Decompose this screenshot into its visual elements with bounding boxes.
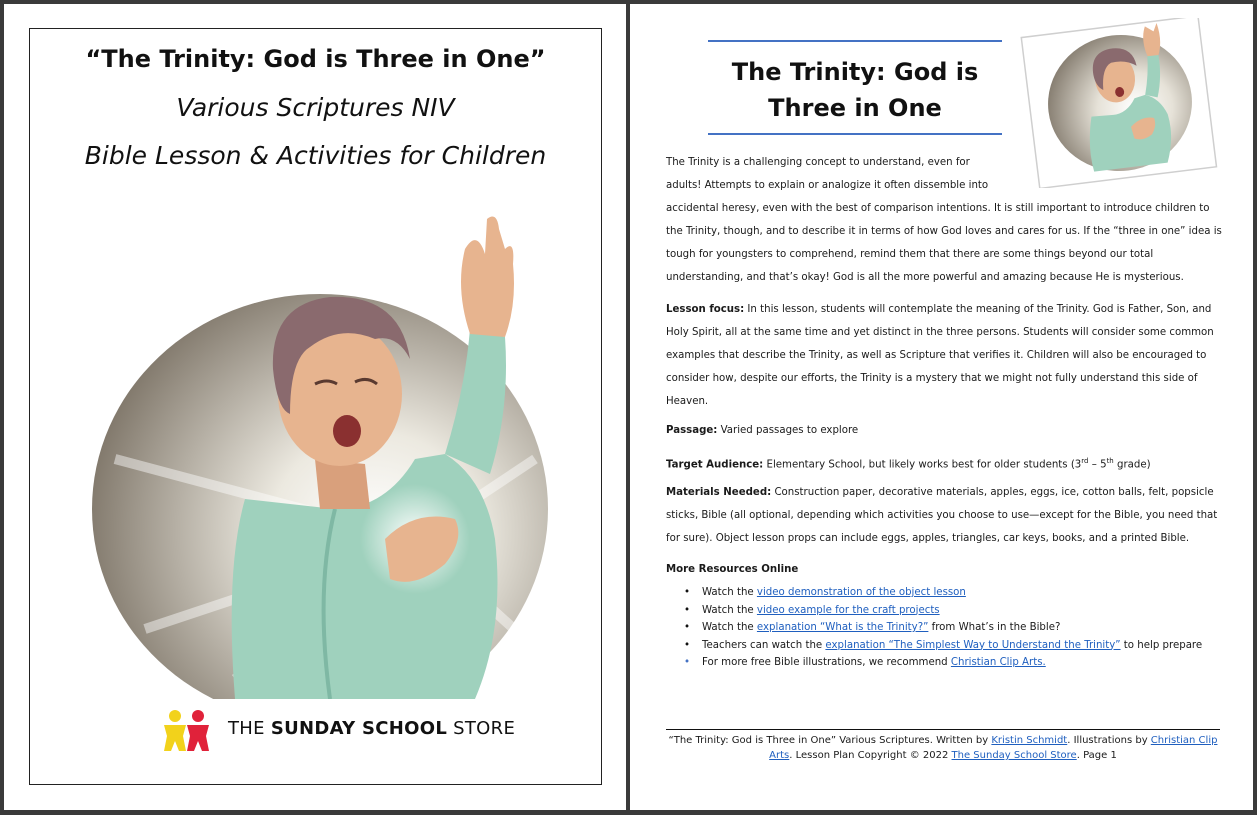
- intro-paragraph-rest: accidental heresy, even with the best of comparison intentions. It is still important to introduce children to the Trinity, though, and to describe it in terms of how God loves and cares for us. If the “three in one” idea is tough for youngsters to comprehend, remind them that there are some things beyond our total understanding, and that’s okay! God is all the more powerful and amazing because He is mysterious.: [666, 203, 1222, 283]
- resource-item: • For more free Bible illustrations, we recommend Christian Clip Arts.: [684, 654, 1244, 672]
- cover-title: “The Trinity: God is Three in One”: [85, 45, 546, 73]
- lesson-page: [630, 4, 1253, 810]
- store-name: THE SUNDAY SCHOOL STORE: [228, 718, 516, 739]
- sunday-school-store-logo: [158, 709, 516, 753]
- illustration-thumbnail: [1020, 18, 1220, 188]
- footer-divider: [666, 729, 1220, 730]
- lesson-focus-label: Lesson focus:: [666, 304, 745, 315]
- materials-paragraph: Materials Needed: Construction paper, decorative materials, apples, eggs, ice, cotton balls, felt, popsicle sticks, Bible (all optional, depending which activities you choose to use—except for the Bible, you need that for sure). Object lesson props can include eggs, apples, triangles, car keys, books, and a printed Bible.: [666, 487, 1218, 544]
- christian-clip-arts-link[interactable]: Christian Clip Arts.: [950, 657, 1046, 668]
- object-lesson-video-link[interactable]: video demonstration of the object lesson: [756, 587, 966, 598]
- craft-video-link[interactable]: video example for the craft projects: [756, 604, 940, 616]
- what-is-trinity-link[interactable]: explanation “What is the Trinity?”: [756, 622, 929, 633]
- lesson-title: The Trinity: God is Three in One: [731, 58, 979, 122]
- lesson-focus-paragraph: Lesson focus: In this lesson, students will contemplate the meaning of the Trinity. God is Father, Son, and Holy Spirit, all at the same time and yet distinct in the three persons. Students will consider some common examples that describe the Trinity, as well as Scripture that verifies it. Children will also be encouraged to consider how, despite our efforts, the Trinity is a mystery that we might not fully understand this side of Heaven.: [666, 304, 1214, 407]
- resource-item: • Teachers can watch the explanation “The Simplest Way to Understand the Trinity” to help prepare: [684, 637, 1244, 655]
- resource-item: • Watch the video demonstration of the object lesson: [684, 584, 1244, 602]
- intro-paragraph-top: The Trinity is a challenging concept to understand, even for adults! Attempts to explain or analogize it often dissemble into: [666, 157, 989, 191]
- target-audience-line: Target Audience: Elementary School, but likely works best for older students (3rd – 5th grade): [666, 457, 1151, 471]
- resources-heading: More Resources Online: [666, 564, 799, 575]
- page-footer: “The Trinity: God is Three in One” Various Scriptures. Written by Kristin Schmidt. Illustrations by Christian Clip Arts. Lesson Plan Copyright © 2022 The Sunday School Store. Page 1: [668, 735, 1218, 761]
- simplest-way-link[interactable]: explanation “The Simplest Way to Understand the Trinity”: [825, 639, 1121, 651]
- cover-tagline: Bible Lesson & Activities for Children: [84, 141, 547, 170]
- store-link[interactable]: The Sunday School Store: [951, 750, 1077, 761]
- resource-item: • Watch the explanation “What is the Trinity?” from What’s in the Bible?: [684, 619, 1244, 637]
- cover-frame: [29, 28, 602, 785]
- paper-dolls-icon: [158, 709, 218, 753]
- resources-list: [684, 584, 1244, 672]
- title-rule-bottom: [708, 133, 1002, 135]
- resource-item: • Watch the video example for the craft projects: [684, 602, 1244, 620]
- title-rule-top: [708, 40, 1002, 42]
- passage-line: Passage: Varied passages to explore: [666, 425, 859, 436]
- illustrator-link[interactable]: Christian Clip Arts: [769, 735, 1218, 761]
- author-link[interactable]: Kristin Schmidt: [991, 735, 1068, 746]
- cover-subtitle: Various Scriptures NIV: [176, 93, 455, 122]
- worshipping-boy-illustration: [85, 209, 550, 699]
- cover-page: [4, 4, 626, 810]
